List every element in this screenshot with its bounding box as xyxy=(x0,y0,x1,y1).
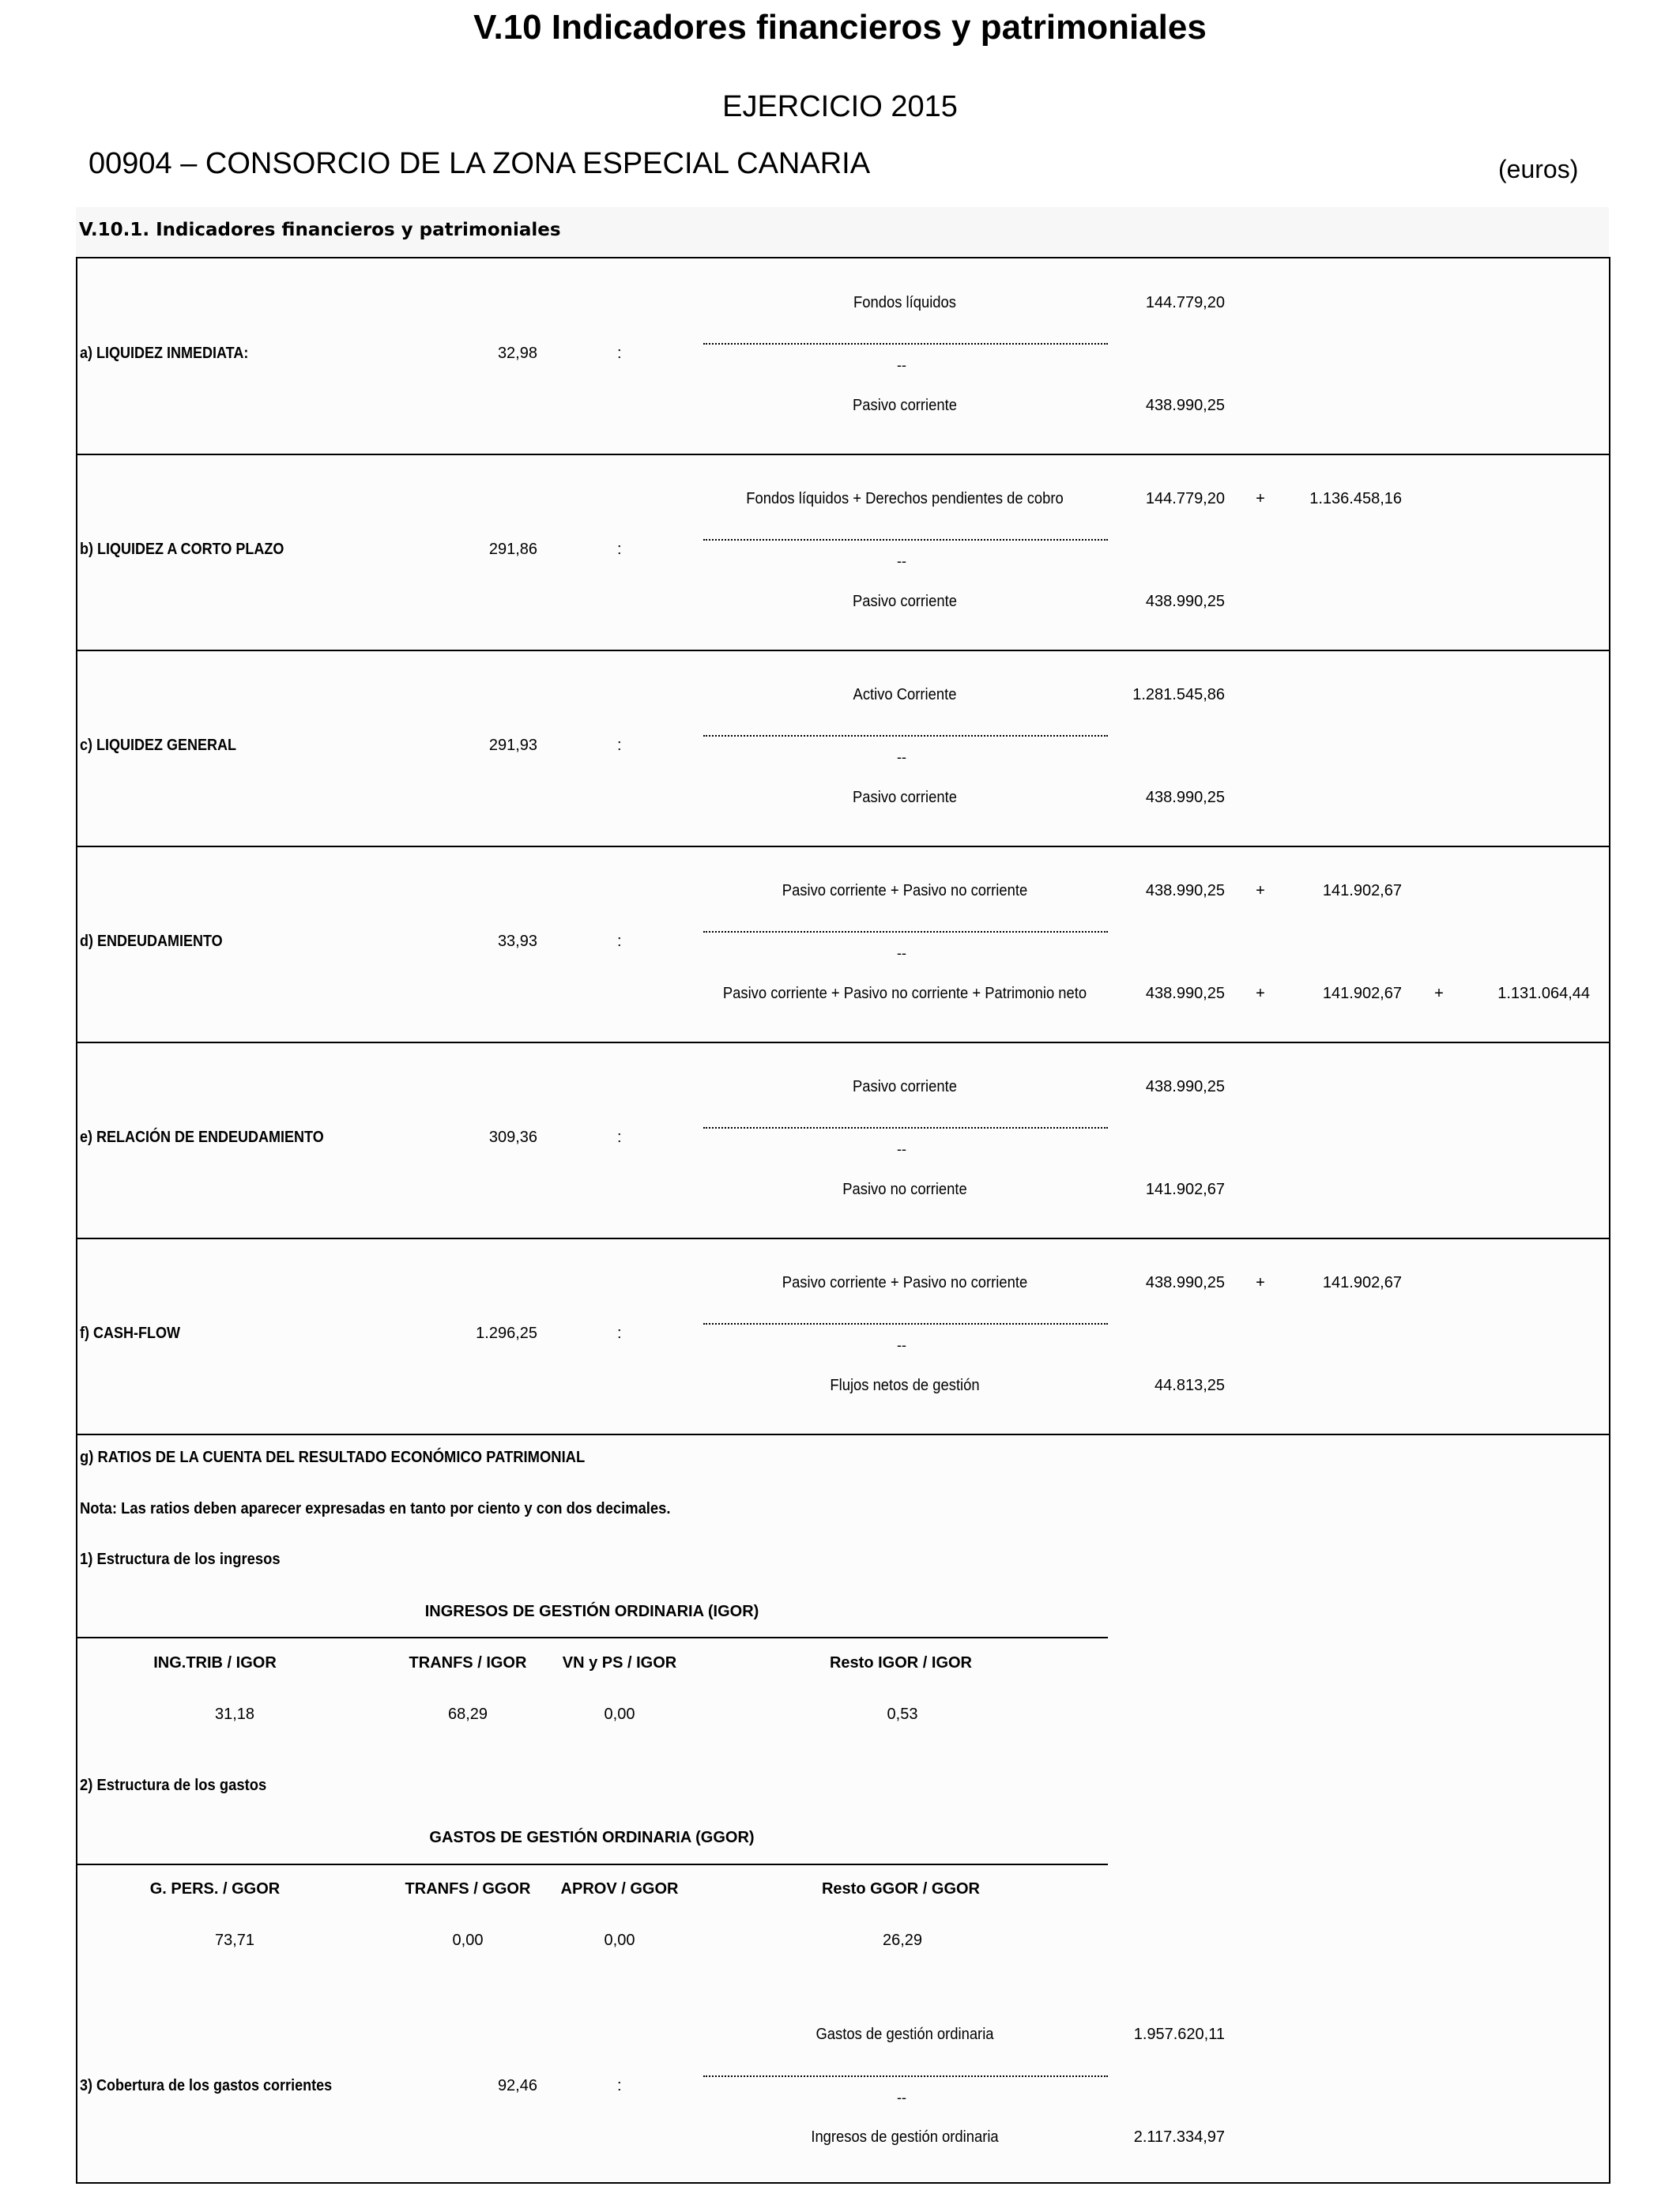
numerator-amount: 144.779,20 xyxy=(1145,490,1225,507)
indicator-value: 1.296,25 xyxy=(476,1325,537,1342)
numerator-amount: 1.281.545,86 xyxy=(1132,686,1225,703)
row-divider xyxy=(76,650,1609,651)
plus-sign: + xyxy=(1256,1274,1265,1291)
gastos-group-header: GASTOS DE GESTIÓN ORDINARIA (GGOR) xyxy=(429,1829,755,1846)
indicator-value: 291,86 xyxy=(488,541,537,558)
indicator-colon: : xyxy=(617,1325,622,1342)
gastos-value: 26,29 xyxy=(882,1932,923,1949)
fraction-line xyxy=(703,1323,1108,1326)
row-divider xyxy=(76,1042,1609,1043)
indicator-colon: : xyxy=(617,737,622,754)
denominator-label: Flujos netos de gestión xyxy=(830,1377,980,1394)
fraction-line xyxy=(703,539,1108,542)
gastos-col-header: G. PERS. / GGOR xyxy=(149,1880,281,1898)
ingresos-heading: 1) Estructura de los ingresos xyxy=(80,1551,281,1568)
gastos-header-rule xyxy=(76,1864,1108,1865)
numerator-amount-2: 141.902,67 xyxy=(1322,882,1402,899)
fraction-line-tail: -- xyxy=(897,357,906,373)
gastos-col-header: Resto GGOR / GGOR xyxy=(821,1880,981,1898)
gastos-value: 0,00 xyxy=(604,1932,635,1949)
denominator-amount: 44.813,25 xyxy=(1155,1377,1225,1394)
indicator-value: 33,93 xyxy=(497,933,537,950)
denominator-label: Pasivo corriente + Pasivo no corriente + Patrimonio neto xyxy=(722,985,1087,1002)
row-divider xyxy=(76,1238,1609,1239)
ingresos-col-header: ING.TRIB / IGOR xyxy=(153,1654,277,1672)
fraction-line-tail: -- xyxy=(897,2090,906,2105)
numerator-amount-2: 141.902,67 xyxy=(1322,1274,1402,1291)
plus-sign: + xyxy=(1256,882,1265,899)
ratios-title: g) RATIOS DE LA CUENTA DEL RESULTADO ECONÓMICO PATRIMONIAL xyxy=(80,1449,586,1466)
gastos-heading: 2) Estructura de los gastos xyxy=(80,1777,267,1794)
indicator-name: d) ENDEUDAMIENTO xyxy=(80,933,223,950)
denominator-amount: 2.117.334,97 xyxy=(1133,2128,1225,2146)
numerator-label: Activo Corriente xyxy=(853,686,957,703)
denominator-label: Pasivo corriente xyxy=(853,789,957,806)
indicator-name: c) LIQUIDEZ GENERAL xyxy=(80,737,237,754)
indicator-name: a) LIQUIDEZ INMEDIATA: xyxy=(80,345,249,362)
plus-sign: + xyxy=(1256,490,1265,507)
denominator-amount: 141.902,67 xyxy=(1145,1181,1225,1198)
numerator-label: Gastos de gestión ordinaria xyxy=(816,2026,994,2043)
gastos-col-header: TRANFS / GGOR xyxy=(405,1880,531,1898)
fraction-line xyxy=(703,343,1108,346)
section-title: V.10.1. Indicadores financieros y patrimoniales xyxy=(79,220,561,240)
ingresos-col-header: VN y PS / IGOR xyxy=(562,1654,677,1672)
page-title: V.10 Indicadores financieros y patrimoniales xyxy=(473,8,1207,47)
indicator-colon: : xyxy=(617,1129,622,1146)
indicator-colon: : xyxy=(617,345,622,362)
numerator-amount: 1.957.620,11 xyxy=(1133,2026,1225,2043)
cobertura-value: 92,46 xyxy=(497,2077,537,2094)
numerator-amount-2: 1.136.458,16 xyxy=(1309,490,1402,507)
gastos-col-header: APROV / GGOR xyxy=(560,1880,679,1898)
numerator-label: Fondos líquidos + Derechos pendientes de cobro xyxy=(746,490,1064,507)
indicator-name: b) LIQUIDEZ A CORTO PLAZO xyxy=(80,541,284,558)
numerator-label: Pasivo corriente + Pasivo no corriente xyxy=(782,882,1028,899)
row-divider xyxy=(76,846,1609,847)
indicator-value: 309,36 xyxy=(488,1129,537,1146)
denominator-amount: 438.990,25 xyxy=(1145,397,1225,414)
ingresos-group-header: INGRESOS DE GESTIÓN ORDINARIA (IGOR) xyxy=(424,1603,759,1620)
cobertura-name: 3) Cobertura de los gastos corrientes xyxy=(80,2077,333,2094)
entity-name: 00904 – CONSORCIO DE LA ZONA ESPECIAL CANARIA xyxy=(89,147,871,180)
row-divider xyxy=(76,1434,1609,1435)
cobertura-colon: : xyxy=(617,2077,622,2094)
fraction-line xyxy=(703,931,1108,934)
indicator-name: f) CASH-FLOW xyxy=(80,1325,180,1342)
indicator-value: 291,93 xyxy=(488,737,537,754)
indicator-colon: : xyxy=(617,933,622,950)
ingresos-col-header: TRANFS / IGOR xyxy=(409,1654,527,1672)
numerator-amount: 144.779,20 xyxy=(1145,294,1225,311)
denominator-label: Ingresos de gestión ordinaria xyxy=(811,2128,999,2146)
fraction-line-tail: -- xyxy=(897,1141,906,1157)
ingresos-value: 31,18 xyxy=(214,1706,255,1723)
numerator-amount: 438.990,25 xyxy=(1145,1274,1225,1291)
indicator-value: 32,98 xyxy=(497,345,537,362)
fraction-line xyxy=(703,1127,1108,1130)
ingresos-value: 68,29 xyxy=(447,1706,488,1723)
fraction-line-tail: -- xyxy=(897,749,906,765)
fiscal-year: EJERCICIO 2015 xyxy=(722,90,958,123)
plus-sign: + xyxy=(1434,985,1444,1002)
fraction-line xyxy=(703,735,1108,738)
ingresos-value: 0,00 xyxy=(604,1706,635,1723)
denominator-label: Pasivo corriente xyxy=(853,593,957,610)
denominator-amount-3: 1.131.064,44 xyxy=(1497,985,1590,1002)
denominator-amount: 438.990,25 xyxy=(1145,593,1225,610)
gastos-value: 0,00 xyxy=(452,1932,484,1949)
row-divider xyxy=(76,454,1609,455)
currency-units: (euros) xyxy=(1498,155,1579,183)
numerator-amount: 438.990,25 xyxy=(1145,1078,1225,1095)
denominator-amount-2: 141.902,67 xyxy=(1322,985,1402,1002)
fraction-line xyxy=(703,2075,1108,2079)
fraction-line-tail: -- xyxy=(897,1337,906,1353)
denominator-label: Pasivo no corriente xyxy=(842,1181,967,1198)
numerator-label: Fondos líquidos xyxy=(853,294,956,311)
numerator-label: Pasivo corriente xyxy=(853,1078,957,1095)
indicator-colon: : xyxy=(617,541,622,558)
numerator-label: Pasivo corriente + Pasivo no corriente xyxy=(782,1274,1028,1291)
plus-sign: + xyxy=(1256,985,1265,1002)
denominator-amount: 438.990,25 xyxy=(1145,985,1225,1002)
ingresos-header-rule xyxy=(76,1637,1108,1638)
fraction-line-tail: -- xyxy=(897,945,906,961)
gastos-value: 73,71 xyxy=(214,1932,255,1949)
ingresos-value: 0,53 xyxy=(887,1706,918,1723)
denominator-amount: 438.990,25 xyxy=(1145,789,1225,806)
ingresos-col-header: Resto IGOR / IGOR xyxy=(829,1654,973,1672)
fraction-line-tail: -- xyxy=(897,553,906,569)
denominator-label: Pasivo corriente xyxy=(853,397,957,414)
numerator-amount: 438.990,25 xyxy=(1145,882,1225,899)
indicator-name: e) RELACIÓN DE ENDEUDAMIENTO xyxy=(80,1129,324,1146)
ratios-note: Nota: Las ratios deben aparecer expresadas en tanto por ciento y con dos decimales. xyxy=(80,1500,671,1517)
